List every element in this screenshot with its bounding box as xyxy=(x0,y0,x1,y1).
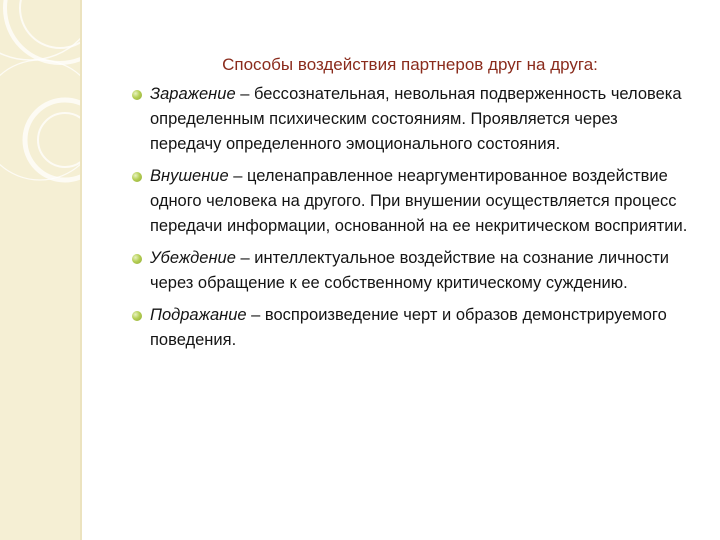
side-divider xyxy=(80,0,82,540)
bullet-item xyxy=(128,164,688,239)
bullet-item xyxy=(128,303,688,353)
bullet-icon xyxy=(132,254,142,264)
bullet-text: – бессознательная, невольная подверженность человека определенным психическим состояниям. Проявляется через передачу определенного эмоционального состояния. xyxy=(150,85,682,153)
slide-title: Способы воздействия партнеров друг на друга: xyxy=(222,55,598,74)
bullet-icon xyxy=(132,311,142,321)
bullet-text: – интеллектуальное воздействие на сознание личности через обращение к ее собственному критическому суждению. xyxy=(150,249,670,292)
bullet-list xyxy=(128,82,688,360)
bullet-icon xyxy=(132,172,142,182)
bullet-text: – воспроизведение черт и образов демонстрируемого поведения. xyxy=(150,306,667,349)
bullet-term: Убеждение xyxy=(150,249,236,267)
bullet-text: – целенаправленное неаргументированное воздействие одного человека на другого. При внушении осуществляется процесс передачи информации, основанной на ее некритическом восприятии. xyxy=(150,167,688,235)
bullet-term: Внушение xyxy=(150,167,229,185)
bullet-item xyxy=(128,246,688,296)
decorative-circles-graphic xyxy=(0,0,80,540)
bullet-term: Заражение xyxy=(150,85,236,103)
bullet-icon xyxy=(132,90,142,100)
decorative-side-panel xyxy=(0,0,80,540)
bullet-item xyxy=(128,82,688,157)
bullet-term: Подражание xyxy=(150,306,247,324)
